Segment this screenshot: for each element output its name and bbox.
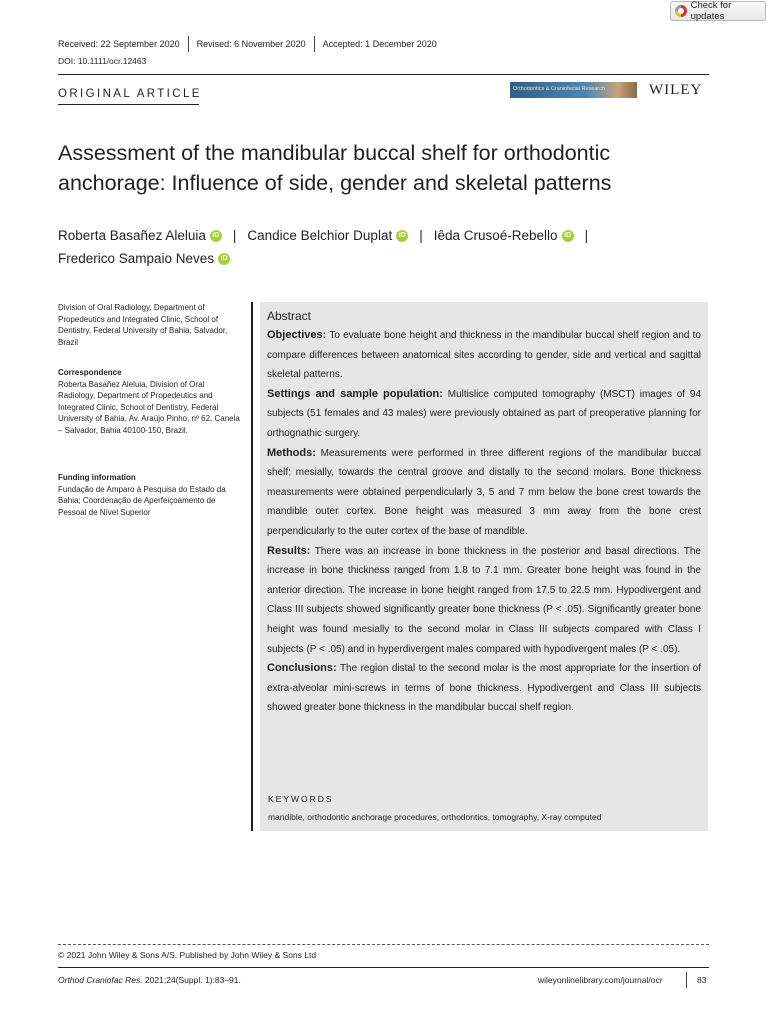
affiliation: Division of Oral Radiology, Department of Propedeutics and Integrated Clinic, School of Dentistry, Federal University of Bahia, Salvador, Brazil (58, 303, 228, 347)
keywords-text: mandible, orthodontic anchorage procedures, orthodontics, tomography, X-ray computed (268, 812, 602, 822)
accepted-date: Accepted: 1 December 2020 (322, 39, 437, 49)
section-label: Conclusions: (267, 662, 337, 675)
divider (188, 36, 189, 52)
funding-heading: Funding information (58, 473, 136, 482)
author-separator: | (584, 228, 589, 243)
orcid-icon[interactable]: iD (396, 230, 408, 242)
check-for-updates-button[interactable] (670, 1, 766, 21)
author-name[interactable]: Candice Belchior Duplat (247, 228, 393, 243)
section-text: There was an increase in bone thickness in the posterior and basal directions. The increase in bone thickness ranged from 1.8 to 7.1 mm. Greater bone height was found in the anterior direction. The increase in bone height ranged from 17.5 to 22.5 mm. Hypodivergent and Class III subjects showed significantly greater bone thickness (P < .05). Significantly greater bone height was found mesially to the second molar in Class III subjects compared with Class I subjects (P < .05) and in hyperdivergent males compared with hypodivergent males (P < .05). (267, 545, 701, 655)
received-date: Received: 22 September 2020 (58, 39, 180, 49)
doi[interactable]: DOI: 10.1111/ocr.12463 (58, 56, 147, 66)
abstract-heading: Abstract (267, 309, 312, 323)
crossmark-icon (675, 5, 687, 17)
section-text: Multislice computed tomography (MSCT) images of 94 subjects (51 females and 43 males) were previously obtained as part of preoperative planning for orthognathic surgery. (267, 388, 702, 439)
author-name[interactable]: Iêda Crusoé-Rebello (433, 228, 558, 243)
author-list-continued (58, 249, 230, 269)
funding-information (58, 472, 240, 518)
abstract-methods (267, 444, 701, 542)
funding-text: Fundação de Amparo à Pesquisa do Estado da Bahia; Coordenação de Aperfeiçoamento de Pessoal de Nível Superior (58, 484, 226, 517)
keywords-heading: KEYWORDS (268, 794, 334, 804)
citation (58, 975, 241, 985)
copyright: © 2021 John Wiley & Sons A/S. Published by John Wiley & Sons Ltd (58, 950, 317, 960)
footer-dashed-rule (58, 944, 709, 945)
correspondence (58, 367, 240, 436)
abstract (267, 306, 701, 718)
author-list (58, 226, 599, 246)
article-title: Assessment of the mandibular buccal shelf for orthodontic anchorage: Influence of side, gender and skeletal patterns (58, 141, 612, 195)
correspondence-heading: Correspondence (58, 368, 122, 377)
author-name[interactable]: Roberta Basañez Aleluia (58, 228, 206, 243)
orcid-icon[interactable]: iD (562, 230, 574, 242)
section-text: To evaluate bone height and thickness in the mandibular buccal shelf region and to compare differences between anatomical sites according to gender, side and vertical and sagittal skeletal patterns. (267, 330, 701, 381)
header-rule (58, 74, 709, 75)
author-separator: | (419, 228, 423, 243)
check-for-updates-label: Check for updates (690, 0, 732, 22)
page-number: 83 (697, 975, 707, 985)
article-dates (58, 36, 437, 52)
footer-rule (58, 967, 709, 968)
citation-journal: Orthod Craniofac Res. (58, 975, 143, 985)
author-separator: | (232, 228, 237, 243)
section-text: The region distal to the second molar is the most appropriate for the insertion of extra-alveolar mini-screws in terms of bone thickness. Hypodivergent and Class III subjects showed greater bone thickness in the mandibular buccal shelf region. (267, 663, 701, 714)
journal-logo (510, 82, 637, 98)
revised-date: Revised: 6 November 2020 (196, 39, 306, 49)
author-name[interactable]: Frederico Sampaio Neves (58, 251, 215, 266)
article-type: ORIGINAL ARTICLE (58, 88, 202, 100)
abstract-results (267, 542, 701, 660)
column-divider (251, 302, 253, 831)
divider (314, 36, 315, 52)
orcid-icon[interactable]: iD (218, 253, 230, 265)
section-label: Settings and sample population: (267, 387, 443, 400)
journal-logo-text: Orthodontics & Craniofacial Research (513, 86, 606, 92)
orcid-icon[interactable]: iD (210, 230, 222, 242)
divider (686, 972, 687, 988)
abstract-objectives (267, 326, 701, 385)
section-text: Measurements were performed in three different regions of the mandibular buccal shelf: mesially, towards the central groove and distally to the second molars. Bone thickness measurements were obtained perpendicularly 3, 5 and 7 mm below the bone crest towards the mandible outer cortex. Bone height was measured 3 mm away from the bone crest perpendicularly to the outer cortex of the base of mandible. (267, 447, 702, 537)
publisher-logo: WILEY (649, 82, 703, 98)
citation-details: 2021;24(Suppl. 1):83–91. (142, 975, 241, 985)
section-label: Objectives: (267, 329, 327, 341)
journal-url[interactable]: wileyonlinelibrary.com/journal/ocr (538, 975, 663, 985)
abstract-conclusions (267, 659, 701, 718)
correspondence-text: Roberta Basañez Aleluia, Division of Oral Radiology, Department of Propedeutics and Integrated Clinic, School of Dentistry, Federal University of Bahia, Av. Araújo Pinho, nº 62, Canela – Salvador, Bahia 40100-150, Brazil. (58, 379, 240, 435)
abstract-settings (267, 385, 701, 444)
section-label: Methods: (267, 446, 316, 459)
article-type-underline (58, 104, 199, 105)
section-label: Results: (267, 544, 311, 557)
